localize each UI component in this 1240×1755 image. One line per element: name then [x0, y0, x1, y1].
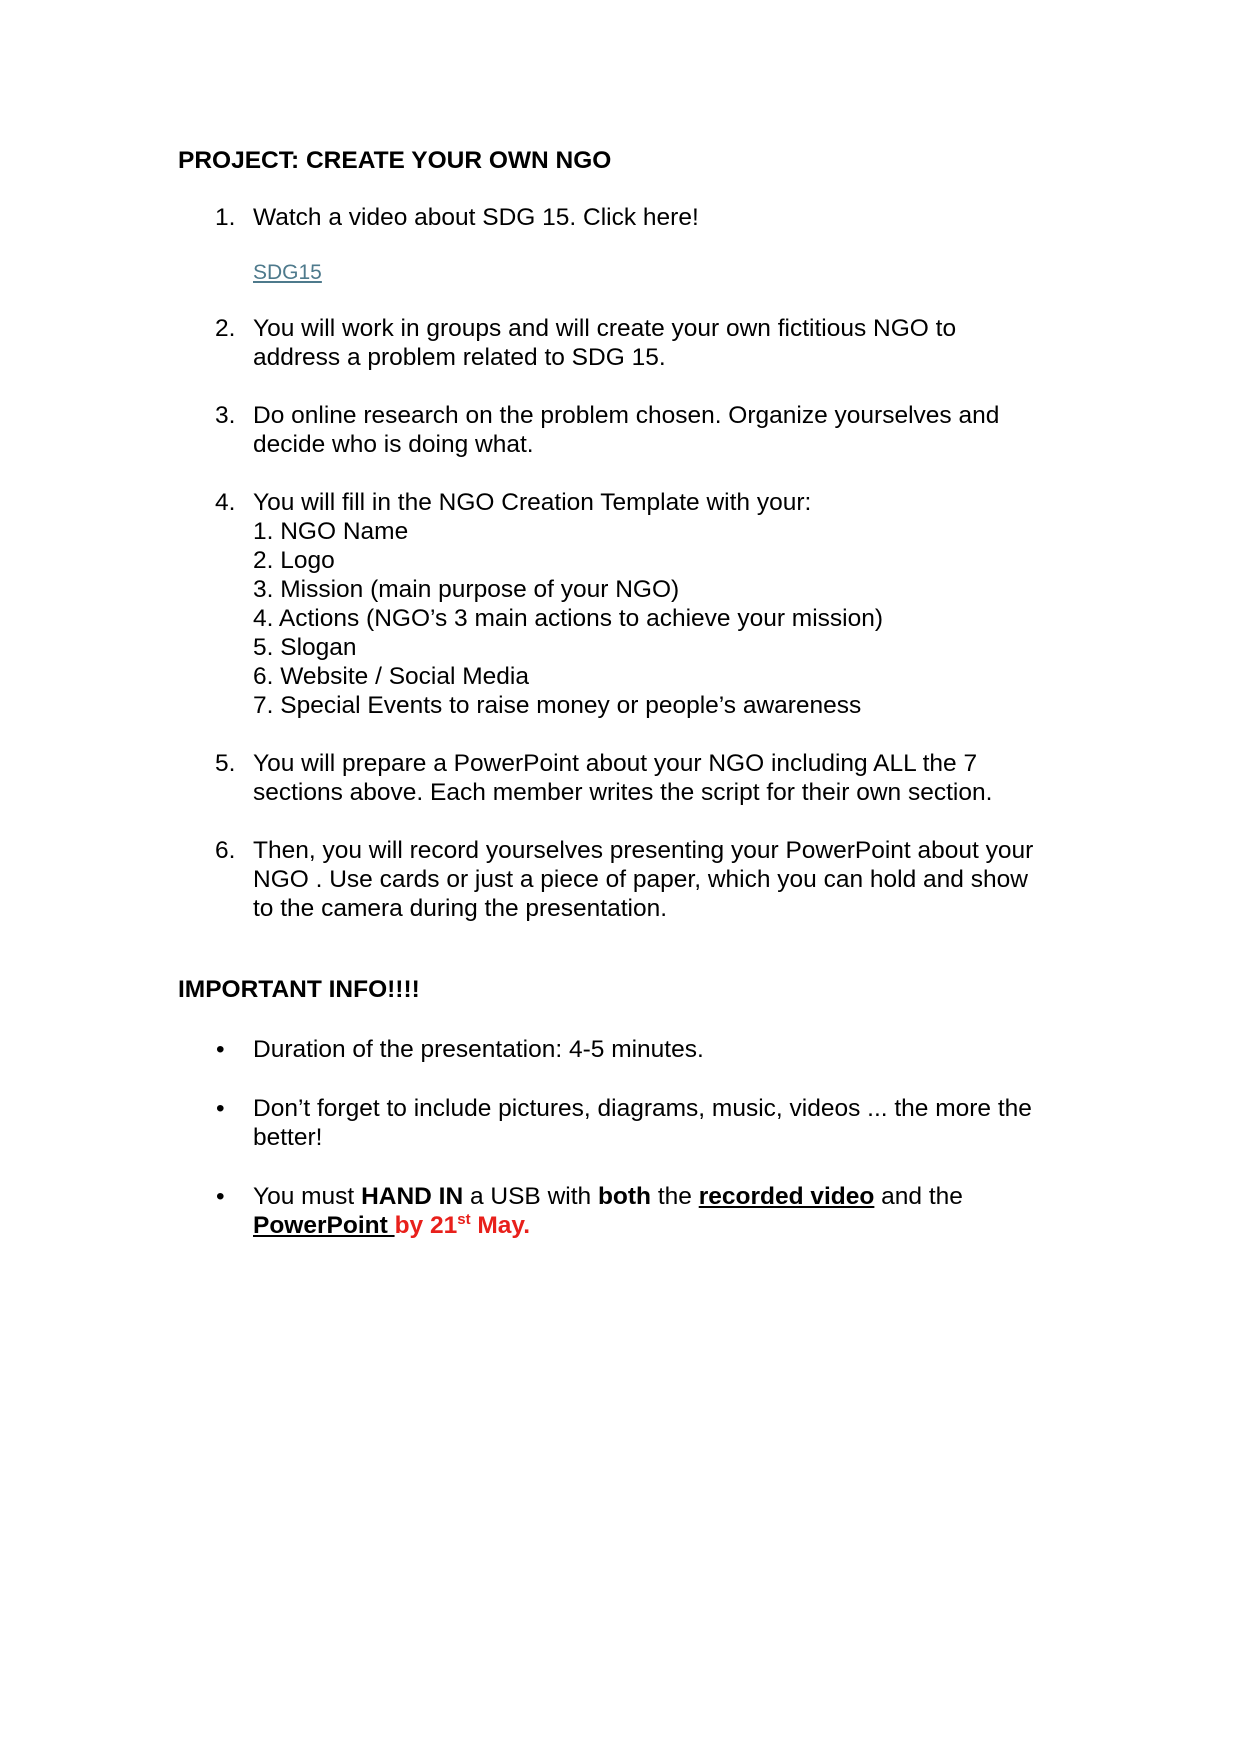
task-item-4 [178, 488, 1078, 720]
info-item-hand-in [178, 1182, 1078, 1240]
task-list [178, 203, 1078, 923]
hand-in-line-1 [253, 1182, 1078, 1211]
task-text: Watch a video about SDG 15. Click here! [253, 204, 699, 231]
task-line: address a problem related to SDG 15. [253, 344, 666, 371]
important-list [178, 1035, 1078, 1240]
bullet-icon: • [216, 1095, 225, 1122]
task-number: 2. [215, 315, 236, 342]
both-emphasis: both [597, 1183, 652, 1210]
task-line: You will prepare a PowerPoint about your NGO including ALL the 7 [253, 750, 978, 777]
task-line: sections above. Each member writes the script for their own section. [253, 779, 993, 806]
task-number: 4. [215, 489, 236, 516]
task-number: 6. [215, 837, 236, 864]
recorded-video-emphasis: recorded video [698, 1183, 875, 1210]
template-section-item: 1. NGO Name [253, 518, 409, 545]
hand-in-text: a USB with [463, 1183, 598, 1210]
template-section-item: 6. Website / Social Media [253, 663, 529, 690]
info-text: Duration of the presentation: 4-5 minutes. [253, 1036, 704, 1063]
document-body [178, 146, 1078, 1270]
template-section-item: 7. Special Events to raise money or people’s awareness [253, 692, 862, 719]
task-line: Do online research on the problem chosen. Organize yourselves and [253, 402, 1000, 429]
task-line: NGO . Use cards or just a piece of paper, which you can hold and show [253, 866, 1028, 893]
template-section-item: 4. Actions (NGO’s 3 main actions to achieve your mission) [253, 605, 884, 632]
hand-in-text: the [651, 1183, 699, 1210]
task-item-3 [178, 401, 1078, 459]
task-number: 3. [215, 402, 236, 429]
deadline-month: May. [470, 1212, 531, 1239]
task-line: decide who is doing what. [253, 431, 534, 458]
task-item-2 [178, 314, 1078, 372]
deadline-text: by 21 [394, 1212, 458, 1239]
task-number: 5. [215, 750, 236, 777]
hand-in-text: You must [253, 1183, 362, 1210]
task-item-1 [178, 203, 1078, 287]
info-line: Don’t forget to include pictures, diagrams, music, videos ... the more the [253, 1095, 1032, 1122]
task-line: Then, you will record yourselves presenting your PowerPoint about your [253, 837, 1034, 864]
bullet-icon: • [216, 1183, 225, 1210]
info-item-include [178, 1094, 1078, 1152]
important-heading: IMPORTANT INFO!!!! [178, 976, 420, 1003]
info-item-duration [178, 1035, 1078, 1064]
hand-in-emphasis: HAND IN [361, 1183, 464, 1210]
task-line: You will work in groups and will create your own fictitious NGO to [253, 315, 957, 342]
task-number: 1. [215, 204, 236, 231]
template-section-item: 5. Slogan [253, 634, 357, 661]
task-intro: You will fill in the NGO Creation Template with your: [253, 489, 812, 516]
hand-in-line-2 [253, 1211, 1078, 1240]
template-section-item: 2. Logo [253, 547, 335, 574]
sdg15-link[interactable]: SDG15 [253, 261, 322, 284]
task-item-6 [178, 836, 1078, 923]
task-item-5 [178, 749, 1078, 807]
powerpoint-emphasis: PowerPoint [253, 1212, 395, 1239]
deadline-ordinal: st [457, 1211, 471, 1228]
page-title: PROJECT: CREATE YOUR OWN NGO [178, 147, 612, 174]
template-section-list [253, 517, 1078, 720]
hand-in-text: and the [874, 1183, 963, 1210]
task-line: to the camera during the presentation. [253, 895, 668, 922]
info-line: better! [253, 1124, 323, 1151]
template-section-item: 3. Mission (main purpose of your NGO) [253, 576, 680, 603]
bullet-icon: • [216, 1036, 225, 1063]
